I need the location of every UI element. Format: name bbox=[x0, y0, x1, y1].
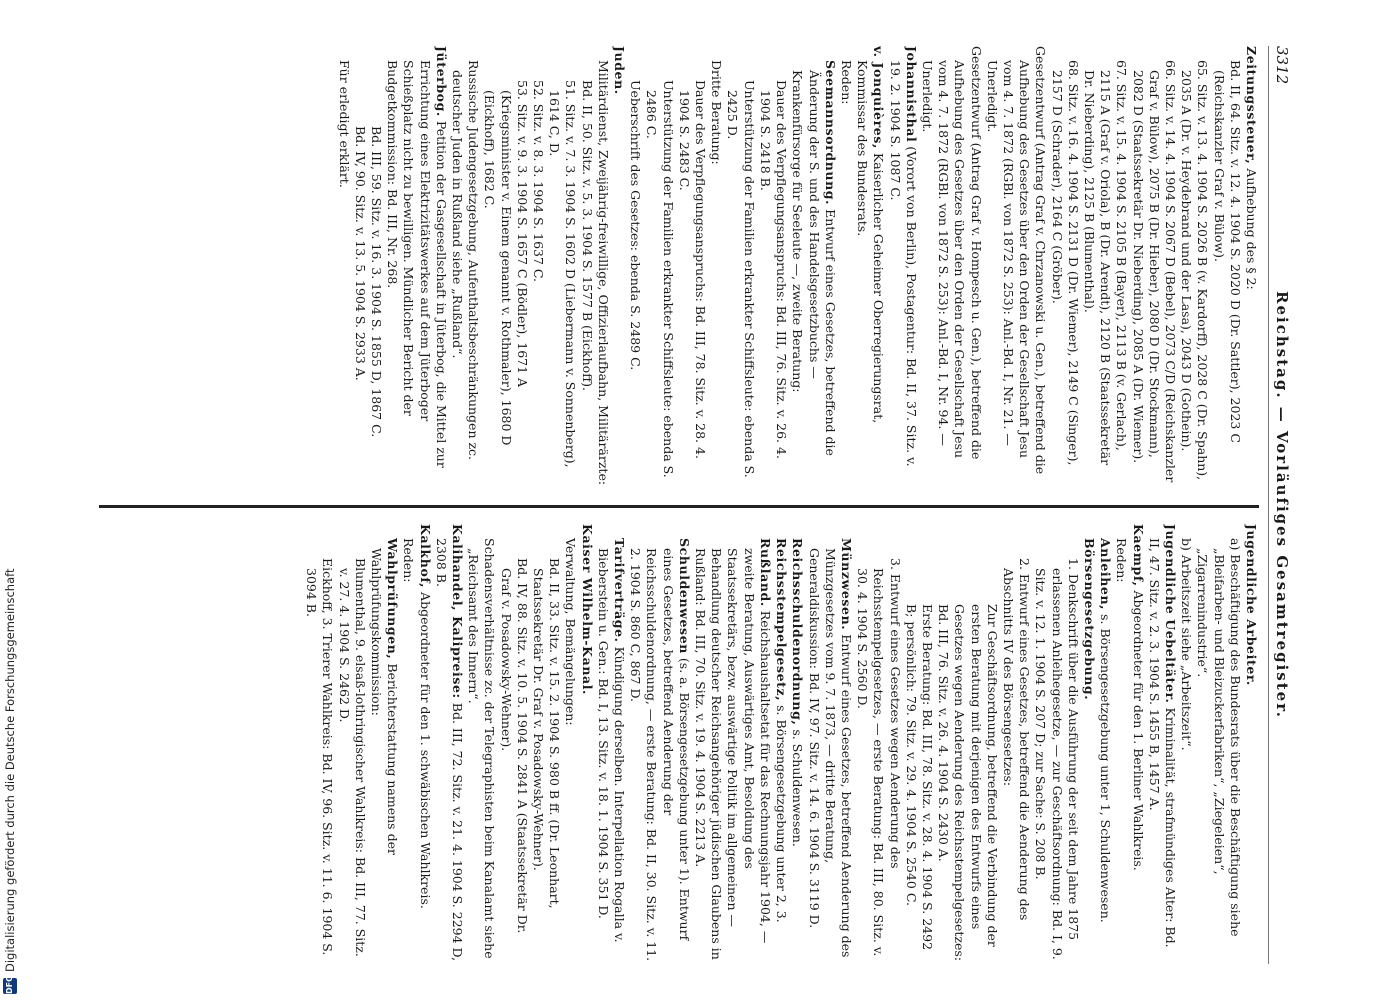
entry-keyword: Tarifverträge. bbox=[612, 538, 628, 643]
entry-text: Kriminalität, strafmündiges Alter: Bd. II, 47. Sitz. v. 2. 3. 1904 S. 1455 B, 1457 A. bbox=[1146, 538, 1178, 948]
index-entry bbox=[400, 524, 416, 964]
page-header bbox=[1268, 46, 1293, 964]
index-entry bbox=[1129, 46, 1178, 486]
entry-keyword: Kalkhof, bbox=[417, 524, 433, 589]
index-entry bbox=[854, 524, 903, 964]
entry-text: 65. Sitz. v. 13. 4. 1904 S. 2026 B (v. Kardorff), 2028 C (Dr. Spahn), 2035 A (Dr. v. Heydebrand und der Lasa), 2043 D (Gothein). bbox=[1179, 60, 1211, 481]
index-entry bbox=[562, 524, 578, 964]
entry-keyword: v. Jonquières, bbox=[871, 46, 887, 149]
index-entry bbox=[708, 46, 724, 486]
entry-keyword: Reichsschuldenordnung, bbox=[790, 538, 806, 726]
index-entry bbox=[1243, 46, 1259, 486]
index-entry bbox=[1146, 524, 1178, 964]
entry-text: a) Beschäftigung des Bundesrats über die Beschäftigung siehe „Bleifarben- und Bleizuckerfabriken“, „Ziegeleien“, „Zigarrenindustrie“. bbox=[1195, 538, 1243, 937]
index-entry bbox=[416, 524, 432, 964]
entry-text: 3. Entwurf eines Gesetzes wegen Aenderung des Reichsstempelgesetzes, — erste Beratung: Bd. III, 80. Sitz. v. 30. 4. 1904 S. 2560 D. bbox=[855, 558, 903, 957]
index-entry bbox=[368, 524, 400, 964]
entry-text: 52. Sitz. v. 8. 3. 1904 S. 1637 C. bbox=[531, 80, 547, 283]
entry-text: (s. a. Börsengesetzgebung unter 1). Entwurf eines Gesetzes, betreffend Aenderung der Reichsschuldenordnung, — erste Beratung: Bd. II, 30. Sitz. v. 11. 2. 1904 S. 860 C, 867 D. bbox=[628, 548, 692, 962]
entry-keyword: Seemannsordnung. bbox=[822, 60, 838, 206]
index-entry bbox=[546, 46, 578, 486]
index-entry bbox=[886, 46, 918, 486]
entry-text: Bd. IV, 88. Sitz. v. 10. 5. 1904 S. 2841 A (Staatssekretär Dr. Graf v. Posadowsky-Wehner). bbox=[498, 558, 530, 934]
entry-keyword: Wahlprüfungen, bbox=[385, 538, 401, 660]
index-entry bbox=[578, 524, 594, 964]
index-entry bbox=[935, 524, 1000, 964]
entry-text: Gesetzentwurf (Antrag Graf v. Chrzanowski u. Gen.), betreffend die Aufhebung des Gesetzes über den Orden der Gesellschaft Jesu vom 4. 7. 1872 (RGBl. von 1872 S. 253): Anl.-Bd. I, Nr. 21. — Unerledigt. bbox=[984, 46, 1049, 475]
entry-keyword: Jugendliche Uebeltäter. bbox=[1162, 524, 1178, 704]
index-entry bbox=[773, 524, 789, 964]
entry-keyword: Schuldenwesen bbox=[676, 538, 692, 654]
entry-keyword: Jugendliche Arbeiter. bbox=[1244, 524, 1259, 686]
index-entry bbox=[724, 46, 756, 486]
index-entry bbox=[530, 46, 546, 486]
entry-keyword: Münzwesen. bbox=[838, 538, 854, 631]
entry-text: Aufhebung des § 2: bbox=[1244, 164, 1259, 290]
entry-text: Ueberschrift des Gesetzes: ebenda S. 2489 C. bbox=[628, 80, 644, 371]
index-entry bbox=[1178, 46, 1210, 486]
entry-text: Entwurf eines Gesetzes, betreffend die Änderung der S. und des Handelsgesetzbuchs — Krankenfürsorge für Seeleute —, zweite Beratung: bbox=[790, 70, 838, 456]
entry-text: Unterstützung der Familien erkrankter Schiffsleute: ebenda S. 2486 C. bbox=[644, 80, 676, 478]
entry-text: Reichshaushaltsetat für das Rechnungsjahr 1904, — zweite Beratung, Auswärtiges Amt, Besoldung des Staatssekretärs, bezw. auswärtige Politik im allgemeinen — Behandlung deutscher Reichsangehöriger jüdischen Glaubens in Rußland: Bd. III, 70. Sitz. v. 19. 4. 1904 S. 2213 A. bbox=[693, 548, 773, 960]
entry-text: Eickhoff, 3. Trierer Wahlkreis: Bd. IV, 96. Sitz. v. 11. 6. 1904 S. 3094 B. bbox=[304, 558, 336, 956]
index-entry bbox=[481, 46, 530, 486]
dfg-logo: DFG bbox=[3, 978, 17, 994]
entry-text: Bd. II, 64. Sitz. v. 12. 4. 1904 S. 2020 D (Dr. Sattler), 2023 C (Reichskanzler Graf v. Bülow). bbox=[1211, 60, 1243, 443]
entry-text: Für erledigt erklärt. bbox=[336, 60, 352, 188]
entry-text: s. Börsengesetzgebung unter 2, 3. bbox=[774, 701, 790, 923]
index-entry bbox=[352, 46, 368, 486]
entry-keyword: Reichsstempelgesetz, bbox=[774, 538, 790, 702]
index-entry bbox=[676, 46, 708, 486]
entry-text: s. Schuldenwesen. bbox=[790, 725, 806, 847]
digitization-footer bbox=[0, 0, 22, 1000]
entry-text: Bd. IV, 90. Sitz. v. 13. 5. 1904 S. 2933 A. bbox=[352, 126, 368, 381]
column-divider bbox=[99, 505, 1259, 508]
entry-text: Dauer des Verpflegungsanspruchs: Bd. III, 76. Sitz. v. 26. 4. 1904 S. 2418 B. bbox=[757, 80, 790, 459]
entry-text: Dritte Beratung: bbox=[709, 60, 725, 165]
entry-text: 53. Sitz. v. 9. 3. 1904 S. 1657 C (Bödler), 1671 A (Kriegsminister v. Einem genannt v. Rothmaler), 1680 D (Eickhoff), 1682 C. bbox=[482, 80, 530, 446]
entry-text: Abgeordneter für den 1. schwäbischen Wahlkreis. bbox=[417, 588, 433, 909]
entry-text: Entwurf eines Gesetzes, betreffend Aenderung des Münzgesetzes vom 9. 7. 1873, — dritte Beratung, Generaldiskussion: Bd. IV, 97. Sitz. v. 14. 6. 1904 S. 3119 D. bbox=[806, 548, 854, 958]
index-entry bbox=[757, 46, 789, 486]
entry-text: 51. Sitz. v. 7. 3. 1904 S. 1602 D (Liebermann v. Sonnenberg), 1614 C, D. bbox=[547, 80, 579, 468]
index-entry bbox=[1097, 524, 1113, 964]
index-entry bbox=[303, 524, 335, 964]
entry-text: Abgeordneter für den 1. Berliner Wahlkreis. bbox=[1130, 586, 1146, 871]
index-entry bbox=[919, 46, 984, 486]
document-page bbox=[93, 46, 1293, 964]
index-entry bbox=[1194, 524, 1243, 964]
entry-text: b) Arbeitszeit siehe „Arbeitszeit“. bbox=[1179, 538, 1195, 751]
entry-keyword: Johannisthal bbox=[903, 46, 919, 143]
index-entry bbox=[595, 46, 611, 486]
entry-text: Kaiserlicher Geheimer Oberregierungsrat, Kommissar des Bundesrats. bbox=[855, 60, 887, 424]
entry-text: Verwaltung, Bemängelungen: bbox=[563, 538, 579, 726]
index-entry bbox=[1210, 46, 1242, 486]
index-entry bbox=[1032, 524, 1081, 964]
entry-keyword: Kaempf, bbox=[1130, 524, 1146, 587]
entry-keyword: Jüterbog. bbox=[433, 46, 449, 117]
index-entry bbox=[449, 46, 481, 486]
index-entry bbox=[789, 524, 805, 964]
entry-text: 2. Entwurf eines Gesetzes, betreffend die Aenderung des Abschnitts IV des Börsengesetzes: bbox=[1000, 558, 1033, 921]
entry-keyword: Börsengesetzgebung. bbox=[1081, 538, 1097, 701]
index-entry bbox=[384, 46, 449, 486]
entry-text: 66. Sitz. v. 14. 4. 1904 S. 2067 D (Bebel), 2073 C/D (Reichskanzler Graf v. Bülow), 2075 B (Dr. Hieber), 2080 D (Dr. Stockmann), 2082 D (Staatssekretär Dr. Nieberding), 2085 A (Dr. Wiemer). bbox=[1130, 60, 1178, 483]
index-entry bbox=[1000, 524, 1032, 964]
entry-keyword: Rußland. bbox=[757, 538, 773, 607]
index-entry bbox=[611, 46, 627, 486]
entry-text: Unterstützung der Familien erkrankter Schiffsleute: ebenda S. 2425 D. bbox=[725, 80, 757, 478]
entry-text: Bd. III, 59. Sitz. v. 16. 3. 1904 S. 1855 D, 1867 C. bbox=[369, 126, 385, 438]
index-entry bbox=[530, 524, 562, 964]
entry-text: Petition der Gasgesellschaft in Jüterbog, die Mittel zur Errichtung eines Elektrizitätswerkes auf dem Jüterboger Schießplatz nicht zu bewilligen. Mündlicher Bericht der Budgetkommission: Bd. III, Nr. 268. bbox=[385, 60, 449, 468]
index-entry bbox=[335, 524, 367, 964]
entry-text: Militärdienst, Zweijährig-freiwillige, Offizierlaufbahn, Militärärzte: bbox=[595, 60, 611, 486]
entry-keyword: Kalihandel, Kalipreise: bbox=[450, 524, 466, 699]
entry-keyword: Kaiser Wilhelm-Kanal. bbox=[579, 524, 595, 696]
index-entry bbox=[433, 524, 465, 964]
index-entry bbox=[854, 46, 886, 486]
left-column bbox=[99, 46, 1259, 486]
entry-text: Blumenthal, 9. elsaß-lothringischer Wahlkreis: Bd. III, 77. Sitz. v. 27. 4. 1904 S. 2462 D. bbox=[336, 558, 368, 957]
entry-text: Zur Geschäftsordnung, betreffend die Verbindung der ersten Beratung mit derjenigen des Entwurfs eines Gesetzes wegen Aenderung des Reichsstempelgesetzes: Bd. III, 76. Sitz. v. 26. 4. 1904 S. 2430 A. bbox=[936, 604, 1000, 962]
entry-keyword: Juden. bbox=[612, 46, 628, 95]
entry-text: Bd. III, 72. Sitz. v. 21. 4. 1904 S. 2294 D, 2308 B. bbox=[433, 538, 466, 962]
entry-text: Dauer des Verpflegungsanspruchs: Bd. III, 78. Sitz. v. 28. 4. 1904 S. 2483 C. bbox=[676, 80, 709, 459]
index-entry bbox=[1081, 524, 1097, 964]
entry-text: Reden: bbox=[401, 538, 417, 583]
entry-text: 1. Denkschrift über die Ausführung der seit dem Jahre 1875 erlassenen Anleihegesetze, — zur Geschäftsordnung: Bd. I, 9. Sitz. v. 12. 1. 1904 S. 207 D; zur Sache: S. 208 B. bbox=[1033, 558, 1081, 960]
entry-text: 68. Sitz. v. 16. 4. 1904 S. 2131 D (Dr. Wiemer), 2149 C (Singer), 2157 D (Schrader), 2164 C (Gröber). bbox=[1049, 60, 1081, 466]
entry-text: Erste Beratung: Bd. III, 78. Sitz. v. 28. 4. 1904 S. 2492 B; persönlich: 79. Sitz. v. 29. 4. 1904 S. 2540 C. bbox=[903, 604, 935, 951]
index-entry bbox=[692, 524, 773, 964]
running-title: Reichstag. — Vorläufiges Gesamtregister. bbox=[1273, 291, 1291, 719]
index-entry bbox=[1113, 524, 1129, 964]
right-column bbox=[99, 524, 1259, 964]
entry-keyword: Anleihen, bbox=[1098, 538, 1114, 611]
index-entry bbox=[984, 46, 1049, 486]
entry-text: Kündigung derselben. Interpellation Rogalla v. Bieberstein u. Gen.: Bd. I, 13. Sitz. v. 18. 1. 1904 S. 351 D. bbox=[595, 548, 628, 943]
index-entry bbox=[465, 524, 497, 964]
index-entry bbox=[497, 524, 529, 964]
index-entry bbox=[789, 46, 838, 486]
entry-text: 67. Sitz. v. 15. 4. 1904 S. 2105 B (Bayer), 2113 B (v. Gerlach), 2115 A (Graf v. Oriola), B (Dr. Arendt), 2120 B (Staatssekretär Dr. Nieberding), 2125 B (Blumenthal). bbox=[1081, 60, 1130, 466]
page-number: 3312 bbox=[1273, 46, 1291, 85]
index-entry bbox=[838, 46, 854, 486]
footer-text: Digitalisierung gefördert durch die Deutsche Forschungsgemeinschaft bbox=[3, 568, 17, 972]
index-entry bbox=[805, 524, 854, 964]
entry-text: Bd. II, 50. Sitz. v. 5. 3. 1904 S. 1577 B (Eickhoff). bbox=[579, 80, 595, 391]
index-entry bbox=[903, 524, 935, 964]
index-entry bbox=[1129, 524, 1145, 964]
entry-text: Gesetzentwurf (Antrag Graf v. Hompesch u. Gen.), betreffend die Aufhebung des Gesetzes über den Orden der Gesellschaft Jesu vom 4. 7. 1872 (RGBl. von 1872 S. 253): Anl.-Bd. I, Nr. 94. — Unerledigt. bbox=[919, 46, 984, 460]
index-entry bbox=[627, 524, 692, 964]
index-entry bbox=[1048, 46, 1080, 486]
index-entry bbox=[627, 46, 643, 486]
entry-text: Russische Judengesetzgebung, Aufenthaltsbeschränkungen zc. deutscher Juden in Rußland siehe „Rußland“. bbox=[450, 60, 482, 461]
entry-text: (Vorort von Berlin), Postagentur: Bd. II, 37. Sitz. v. 19. 2. 1904 S. 1087 C. bbox=[887, 60, 919, 467]
index-entry bbox=[1081, 46, 1130, 486]
entry-text: Reden: bbox=[1114, 538, 1130, 583]
entry-text: Berichterstattung namens der Wahlprüfungskommission: bbox=[369, 548, 401, 855]
entry-text: Reden: bbox=[838, 60, 854, 105]
index-entry bbox=[643, 46, 675, 486]
index-entry bbox=[1243, 524, 1259, 964]
index-entry bbox=[595, 524, 627, 964]
index-entry bbox=[335, 46, 351, 486]
entry-text: Schadensverhältnisse zc. der Telegraphisten beim Kanalamt siehe „Reichsamt des Innern“. bbox=[466, 538, 498, 959]
index-entry bbox=[578, 46, 594, 486]
entry-keyword: Zeitungssteuer, bbox=[1244, 46, 1259, 165]
entry-text: Bd. II, 33. Sitz. v. 15. 2. 1904 S. 980 B ff. (Dr. Leonhart, Staatssekretär Dr. Graf v. Posadowsky-Wehner). bbox=[531, 558, 563, 909]
index-entry bbox=[368, 46, 384, 486]
entry-text: s. Börsengesetzgebung unter 1, Schuldenwesen. bbox=[1098, 610, 1114, 923]
index-entry bbox=[1178, 524, 1194, 964]
